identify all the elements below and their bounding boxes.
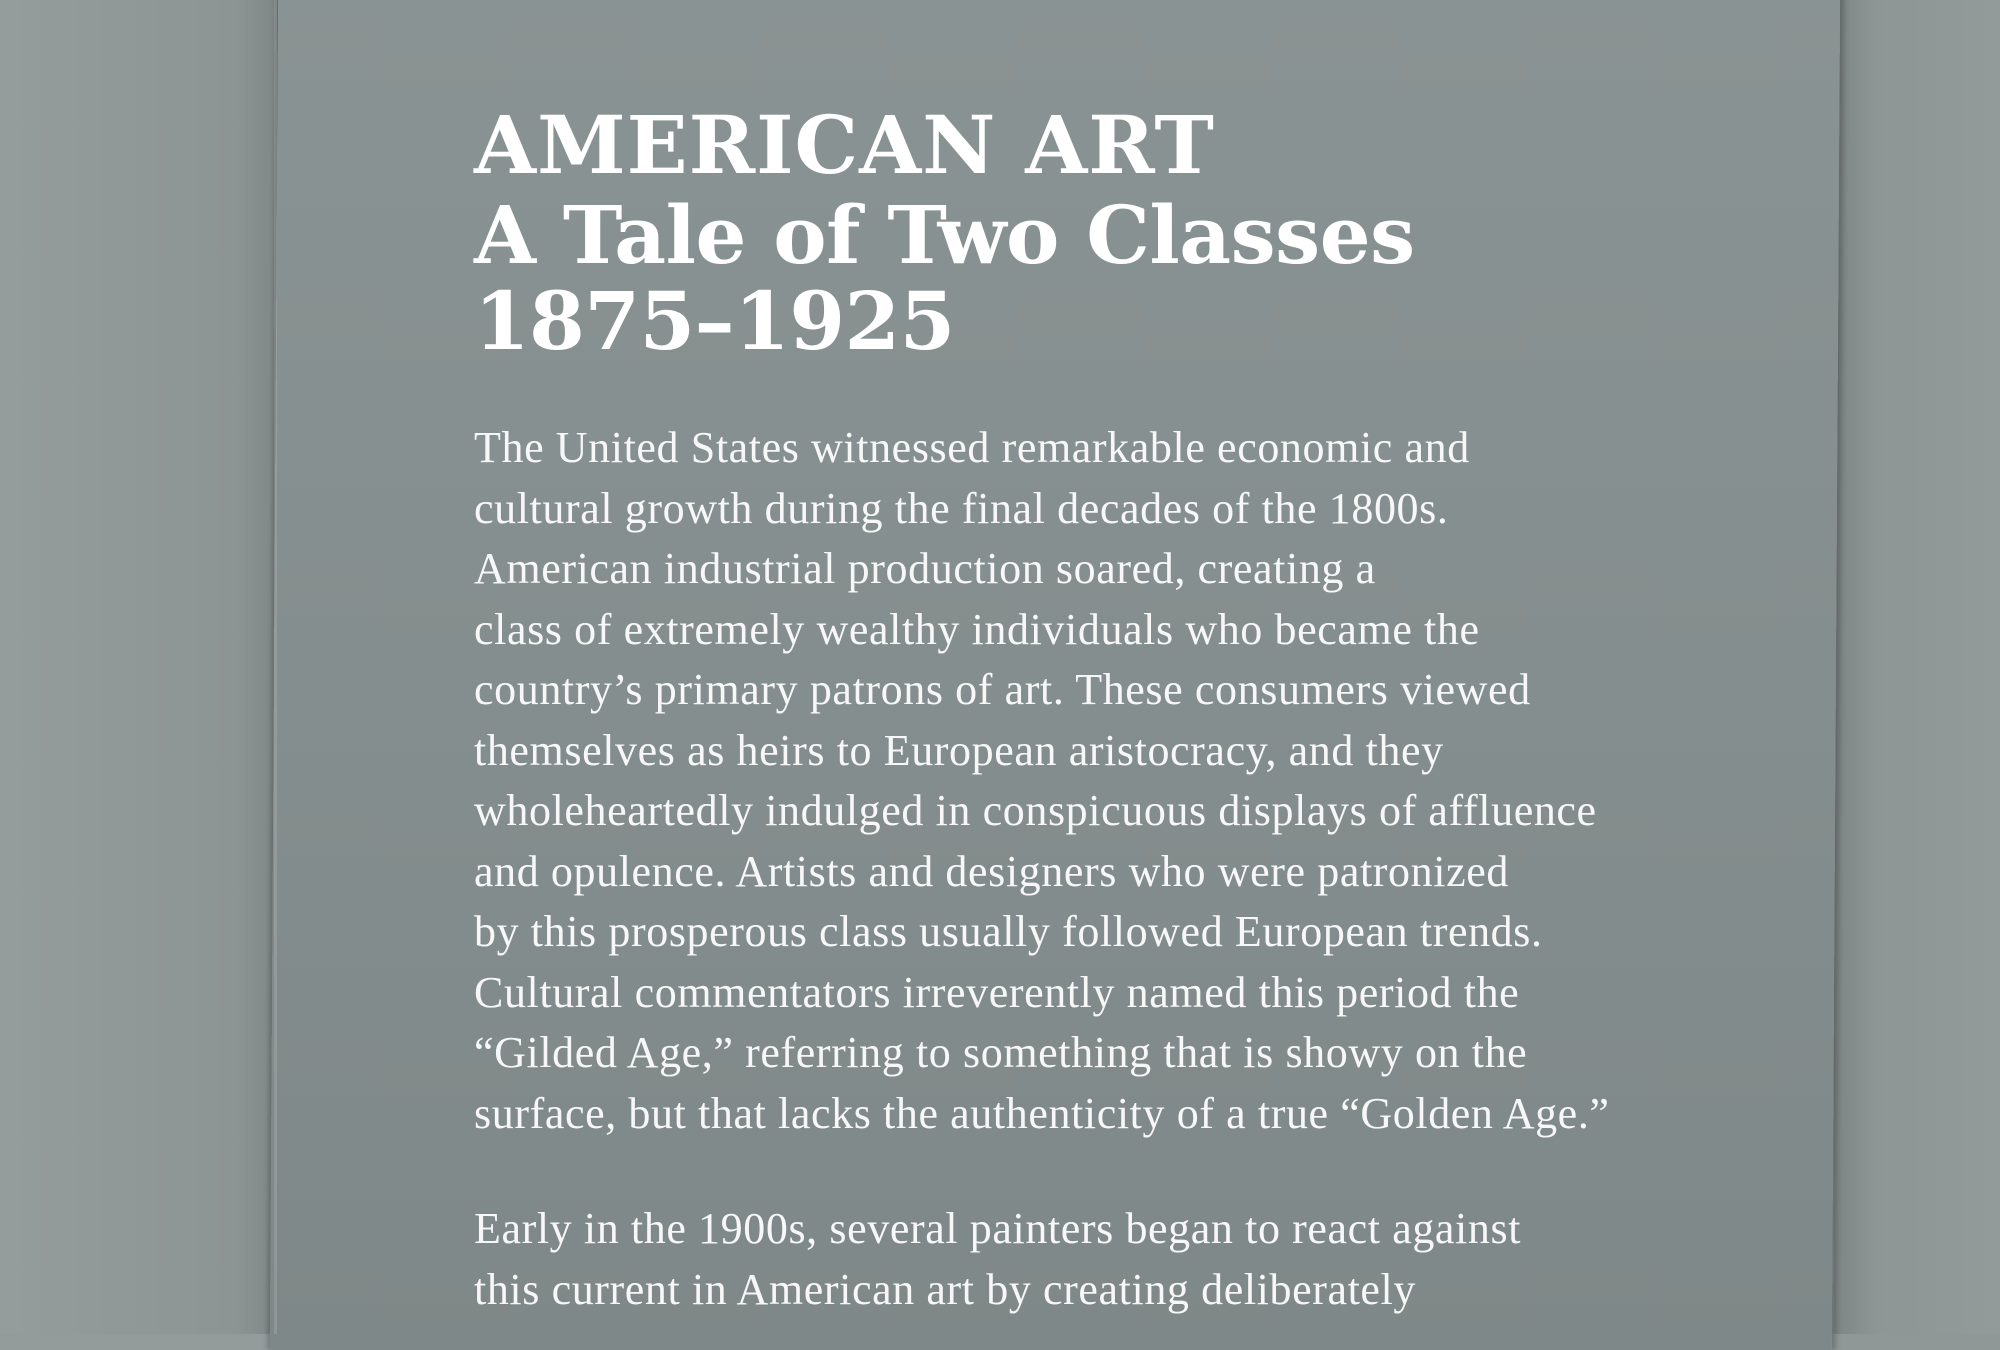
title-line-subtitle: A Tale of Two Classes (474, 188, 1415, 282)
sign-body-text (474, 418, 1694, 1320)
body-line: class of extremely wealthy individuals who became the (474, 604, 1480, 654)
body-line: themselves as heirs to European aristocracy, and they (474, 725, 1444, 775)
title-line-dates: 1875–1925 (474, 274, 955, 368)
sign-title (474, 100, 1694, 366)
body-line: this current in American art by creating deliberately (474, 1264, 1416, 1314)
body-line: wholeheartedly indulged in conspicuous displays of affluence (474, 786, 1597, 835)
sign-content (474, 100, 1694, 1320)
gallery-wall-left (0, 0, 278, 1334)
body-line: The United States witnessed remarkable economic and (474, 423, 1470, 472)
body-line: Early in the 1900s, several painters began to react against (474, 1204, 1522, 1253)
body-line: Cultural commentators irreverently named this period the (474, 967, 1520, 1017)
body-line: and opulence. Artists and designers who were patronized (474, 846, 1509, 896)
gallery-wall-right (1834, 0, 2000, 1334)
body-line: surface, but that lacks the authenticity of a true “Golden Age.” (474, 1088, 1610, 1138)
body-line: by this prosperous class usually followed European trends. (474, 907, 1543, 956)
body-line: cultural growth during the final decades of the 1800s. (474, 483, 1449, 533)
body-line: “Gilded Age,” referring to something that is showy on the (474, 1028, 1528, 1077)
paragraph-2 (474, 1199, 1694, 1320)
body-line: country’s primary patrons of art. These consumers viewed (474, 665, 1531, 714)
paragraph-1 (474, 418, 1694, 1144)
body-line: American industrial production soared, creating a (474, 544, 1376, 593)
title-line-exhibition-name: AMERICAN ART (474, 98, 1215, 192)
sign-panel-edge (274, 0, 277, 1334)
